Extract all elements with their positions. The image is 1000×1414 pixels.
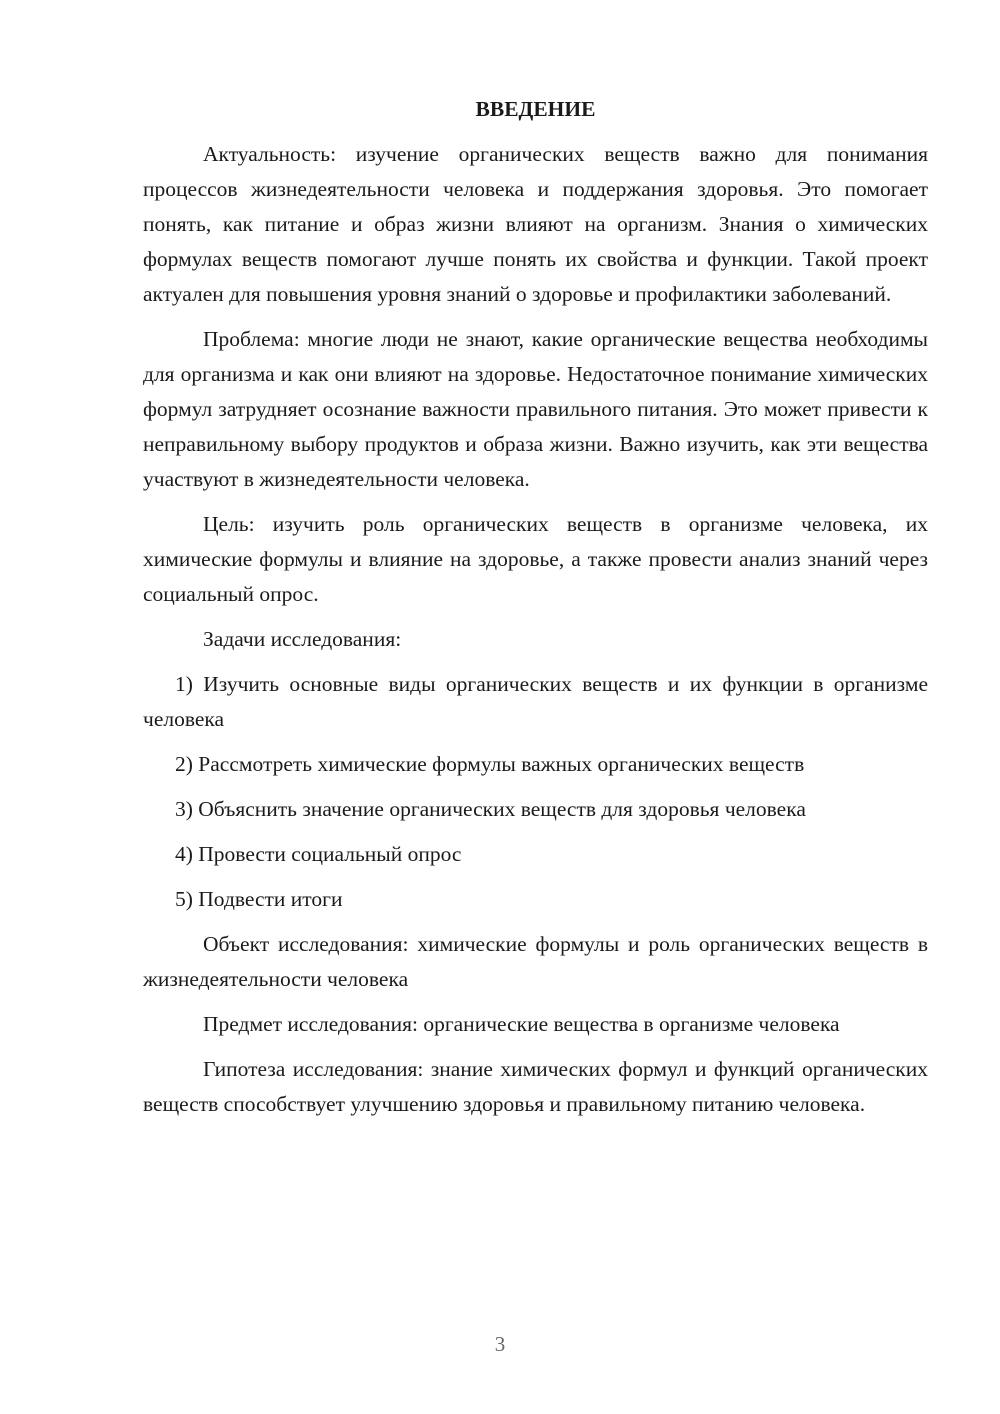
tasks-list <box>143 667 928 917</box>
object-paragraph: Объект исследования: химические формулы и роль органических веществ в жизнедеятельности человека <box>143 932 928 991</box>
document-page <box>143 92 928 1132</box>
goal-paragraph: Цель: изучить роль органических веществ в организме человека, их химические формулы и влияние на здоровье, а также провести анализ знаний через социальный опрос. <box>143 512 928 606</box>
tasks-heading: Задачи исследования: <box>203 627 402 651</box>
task-item-2: 2) Рассмотреть химические формулы важных органических веществ <box>175 752 805 776</box>
task-item-3: 3) Объяснить значение органических веществ для здоровья человека <box>175 797 806 821</box>
task-item-1: 1) Изучить основные виды органических веществ и их функции в организме человека <box>143 672 928 731</box>
relevance-paragraph: Актуальность: изучение органических веществ важно для понимания процессов жизнедеятельности человека и поддержания здоровья. Это помогает понять, как питание и образ жизни влияют на организм. Знания о химических формулах веществ помогают лучше понять их свойства и функции. Такой проект актуален для повышения уровня знаний о здоровье и профилактики заболеваний. <box>143 142 928 306</box>
page-number: 3 <box>494 1332 506 1356</box>
task-item-4: 4) Провести социальный опрос <box>175 842 462 866</box>
problem-paragraph: Проблема: многие люди не знают, какие органические вещества необходимы для организма и как они влияют на здоровье. Недостаточное понимание химических формул затрудняет осознание важности правильного питания. Это может привести к неправильному выбору продуктов и образа жизни. Важно изучить, как эти вещества участвуют в жизнедеятельности человека. <box>143 327 928 491</box>
hypothesis-paragraph: Гипотеза исследования: знание химических формул и функций органических веществ способствует улучшению здоровья и правильному питанию человека. <box>143 1057 928 1116</box>
subject-paragraph: Предмет исследования: органические вещества в организме человека <box>203 1012 840 1036</box>
page-title: ВВЕДЕНИЕ <box>475 97 596 121</box>
task-item-5: 5) Подвести итоги <box>175 887 343 911</box>
